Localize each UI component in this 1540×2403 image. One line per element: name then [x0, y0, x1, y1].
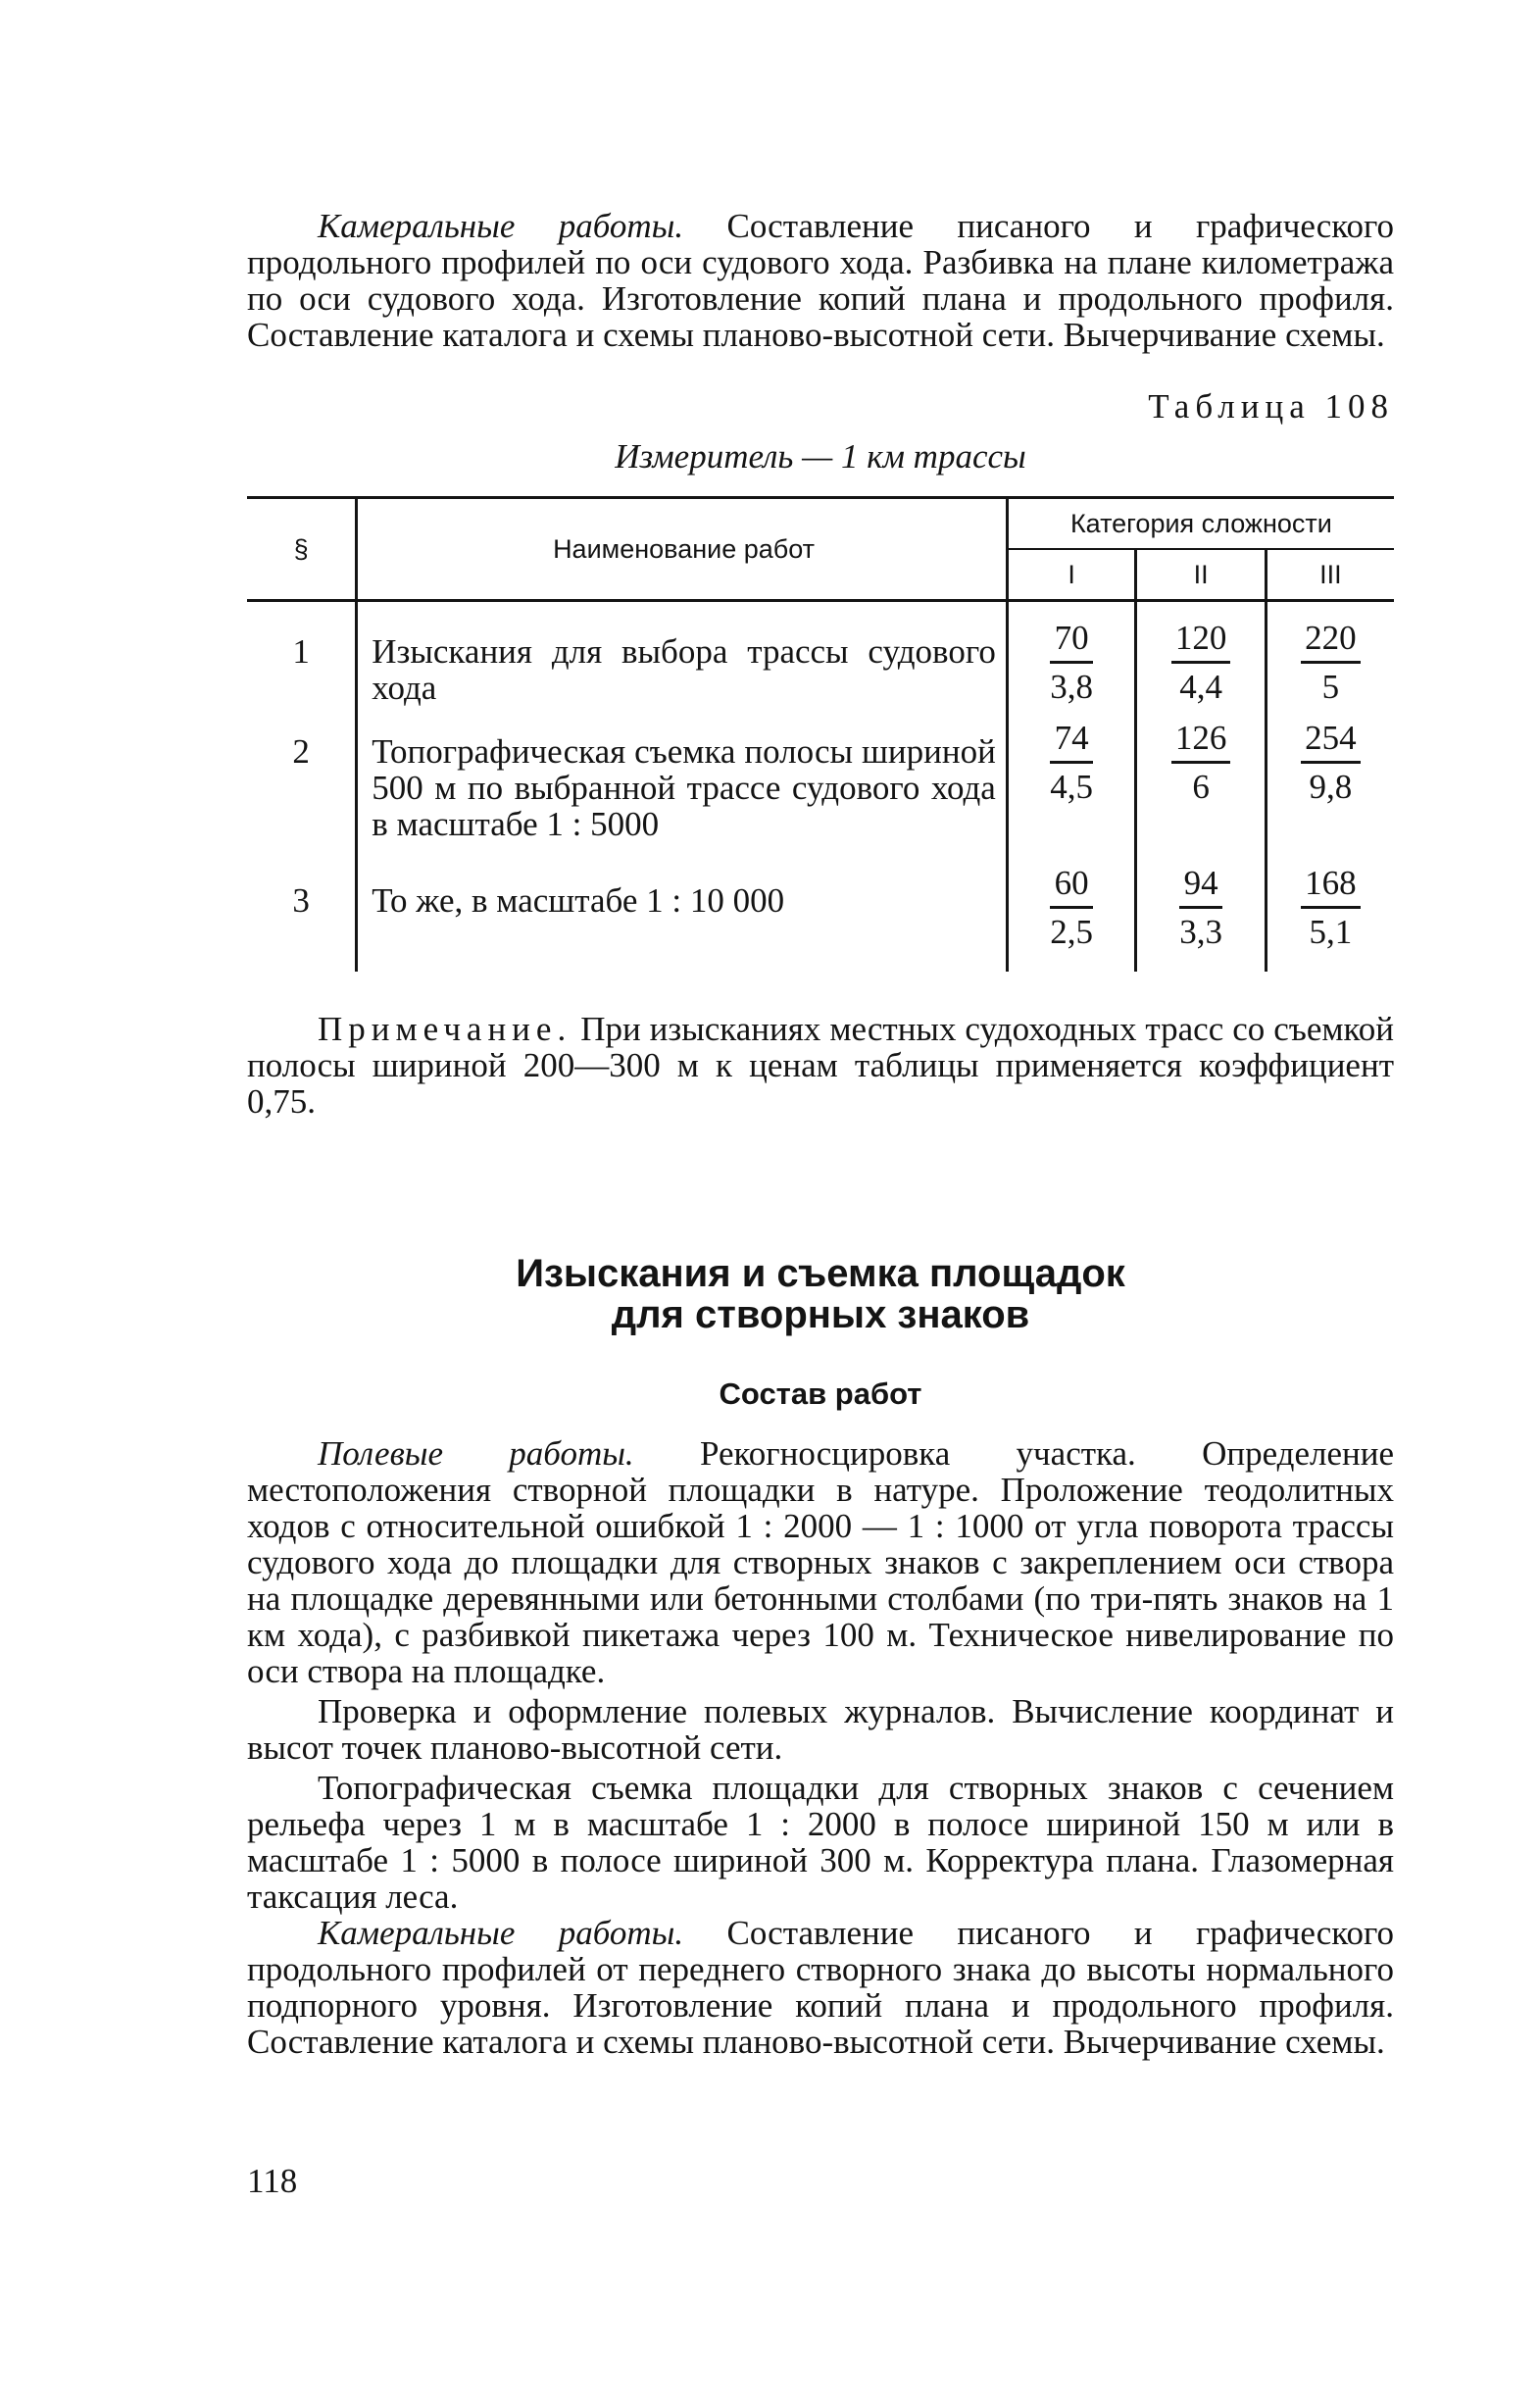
frac-bottom: 3,3	[1179, 913, 1222, 951]
row-num: 1	[292, 632, 310, 671]
row-cell	[1266, 712, 1394, 843]
row-num: 2	[292, 732, 310, 771]
price-table	[247, 496, 1394, 972]
row-cell	[1007, 843, 1136, 972]
frac-top: 70	[1050, 616, 1093, 664]
frac-top: 120	[1171, 616, 1231, 664]
header-category: Категория сложности	[1007, 498, 1394, 550]
header-cat-1: I	[1007, 549, 1136, 601]
frac-top: 220	[1301, 616, 1361, 664]
row-cell	[1136, 712, 1266, 843]
table-row	[247, 601, 1394, 713]
frac-bottom: 2,5	[1050, 913, 1093, 951]
page-body	[247, 208, 1394, 2060]
paragraph-text: Рекогносцировка участка. Определение местоположения створной площадки в натуре. Проложение теодолитных ходов с относительной ошибкой 1 : 2000 — 1 : 1000 от угла поворота трассы судового хода до площадки для створных знаков с закреплением оси створа на площадке деревянными или бетонными столбами (по три-пять знаков на 1 км хода), с разбивкой пикетажа через 100 м. Техническое нивелирование по оси створа на площадке.	[247, 1434, 1395, 1690]
frac-bottom: 3,8	[1050, 668, 1093, 706]
row-cell	[1266, 601, 1394, 713]
frac-bottom: 5,1	[1309, 913, 1353, 951]
table-title: Таблица 108	[1148, 387, 1394, 426]
row-name: Изыскания для выбора трассы судового хода	[357, 601, 1008, 713]
frac-top: 94	[1179, 861, 1222, 909]
frac-top: 74	[1050, 716, 1093, 764]
frac-bottom: 6	[1192, 768, 1210, 806]
paragraph-journals: Проверка и оформление полевых журналов. Вычисление координат и высот точек планово-высотной сети.	[247, 1692, 1394, 1767]
table-row	[247, 712, 1394, 843]
row-cell	[1136, 601, 1266, 713]
frac-top: 126	[1171, 716, 1231, 764]
paragraph-survey: Топографическая съемка площадки для створных знаков с сечением рельефа через 1 м в масштабе 1 : 2000 в полосе шириной 150 м или в масштабе 1 : 5000 в полосе шириной 300 м. Корректура плана. Глазомерная таксация леса.	[247, 1769, 1394, 1916]
frac-bottom: 5	[1321, 668, 1340, 706]
frac-bottom: 4,4	[1179, 668, 1222, 706]
header-name: Наименование работ	[357, 498, 1008, 601]
frac-top: 60	[1050, 861, 1093, 909]
paragraph-field-works	[247, 1435, 1394, 1689]
section-title	[247, 1253, 1394, 1335]
paragraph-lead: Полевые работы.	[318, 1434, 634, 1473]
frac-bottom: 9,8	[1309, 768, 1353, 806]
row-name: Топографическая съемка полосы шириной 500 м по выбранной трассе судового хода в масштабе 1 : 5000	[357, 712, 1008, 843]
table-unit: Измеритель — 1 км трассы	[615, 437, 1026, 476]
section-title-line-2: для створных знаков	[611, 1293, 1030, 1336]
frac-bottom: 4,5	[1050, 768, 1093, 806]
note-text: При изысканиях местных судоходных трасс со съемкой полосы шириной 200—300 м к ценам таблицы применяется коэффициент 0,75.	[247, 1010, 1395, 1121]
header-num: §	[247, 498, 357, 601]
frac-top: 168	[1301, 861, 1361, 909]
paragraph-office-works	[247, 1915, 1394, 2060]
header-cat-3: III	[1266, 549, 1394, 601]
paragraph-lead: Камеральные работы.	[318, 1914, 684, 1952]
table-note	[247, 1011, 1394, 1120]
intro-paragraph	[247, 208, 1394, 353]
row-cell	[1007, 601, 1136, 713]
row-cell	[1266, 843, 1394, 972]
header-cat-2: II	[1136, 549, 1266, 601]
intro-text: Составление писаного и графического продольного профилей по оси судового хода. Разбивка на плане километража по оси судового хода. Изготовление копий плана и продольного профиля. Составление каталога и схемы планово-высотной сети. Вычерчивание схемы.	[247, 207, 1395, 354]
frac-top: 254	[1301, 716, 1361, 764]
section-title-line-1: Изыскания и съемка площадок	[516, 1252, 1125, 1295]
intro-lead: Камеральные работы.	[318, 207, 684, 245]
row-name: То же, в масштабе 1 : 10 000	[357, 843, 1008, 972]
row-num: 3	[292, 881, 310, 920]
paragraph-text: Составление писаного и графического продольного профилей от переднего створного знака до высоты нормального подпорного уровня. Изготовление копий плана и продольного профиля. Составление каталога и схемы планово-высотной сети. Вычерчивание схемы.	[247, 1914, 1395, 2061]
section-subtitle: Состав работ	[719, 1377, 922, 1411]
table-row	[247, 843, 1394, 972]
row-cell	[1136, 843, 1266, 972]
note-lead: Примечание.	[318, 1010, 572, 1048]
row-cell	[1007, 712, 1136, 843]
page-number: 118	[247, 2162, 298, 2200]
